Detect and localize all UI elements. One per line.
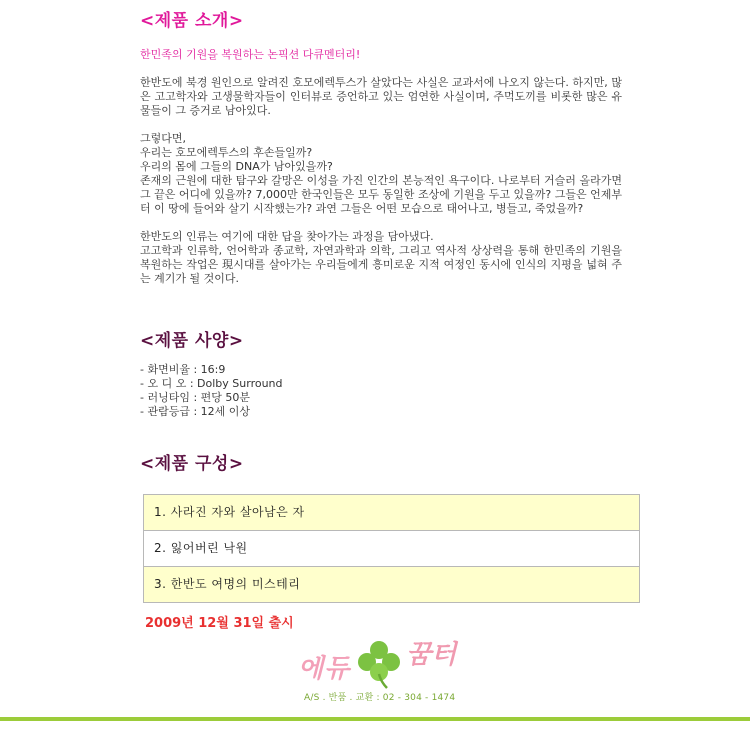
intro-paragraph-2: 그렇다면, 우리는 호모에렉투스의 후손들일까? 우리의 몸에 그들의 DNA가 남아있을까? 존재의 근원에 대한 탐구와 갈망은 이성을 가진 인간의 본능적인 욕구이다. 나로부터 거슬러 올라가면 그 끝은 어디에 있을까? 7,000만 한국인들은 모두 동일한 조상에 기원을 두고 있을까? 그들은 언제부터 이 땅에 들어와 살기 시작했는가? 과연 그들은 어떤 모습으로 태어나고, 병들고, 죽었을까?	[140, 132, 622, 215]
spec-aspect-ratio: - 화면비율 : 16:9	[140, 363, 226, 376]
logo-text-left: 에듀	[298, 654, 351, 684]
episode-item-3: 3. 한반도 여명의 미스테리	[144, 567, 639, 603]
spec-rating: - 관람등급 : 12세 이상	[140, 405, 251, 418]
composition-title: <제품 구성>	[140, 454, 244, 474]
specs-title: <제품 사양>	[140, 331, 244, 351]
specs-list	[140, 363, 283, 419]
intro-body	[140, 76, 622, 300]
intro-paragraph-3: 한반도의 인류는 여기에 대한 답을 찾아가는 과정을 담아냈다. 고고학과 인류학, 언어학과 종교학, 자연과학과 의학, 그리고 역사적 상상력을 통해 한민족의 기원을 복원하는 작업은 現시대를 살아가는 우리들에게 흥미로운 지적 여정인 동시에 인식의 지평을 넓혀 주는 계기가 될 것이다.	[140, 230, 622, 285]
spec-audio: - 오 디 오 : Dolby Surround	[140, 377, 283, 390]
episode-item-1: 1. 사라진 자와 살아남은 자	[144, 495, 639, 531]
as-contact: A/S . 반품 . 교환 : 02 - 304 - 1474	[304, 693, 456, 703]
intro-title: <제품 소개>	[140, 11, 244, 31]
clover-icon	[354, 638, 404, 690]
logo-text-right: 꿈터	[406, 640, 457, 670]
episode-list	[143, 494, 640, 603]
bottom-divider	[0, 717, 750, 721]
edu-kkumteo-logo	[298, 634, 498, 708]
episode-item-2: 2. 잃어버린 낙원	[144, 531, 639, 567]
intro-paragraph-1: 한반도에 북경 원인으로 알려진 호모에렉투스가 살았다는 사실은 교과서에 나오지 않는다. 하지만, 많은 고고학자와 고생물학자들이 인터뷰로 증언하고 있는 엄연한 사실이며, 주먹도끼를 비롯한 많은 유물들이 그 증거로 남아있다.	[140, 76, 622, 117]
release-date: 2009년 12월 31일 출시	[145, 616, 294, 631]
intro-subtitle: 한민족의 기원을 복원하는 논픽션 다큐멘터리!	[140, 48, 361, 61]
spec-running-time: - 러닝타임 : 편당 50분	[140, 391, 251, 404]
